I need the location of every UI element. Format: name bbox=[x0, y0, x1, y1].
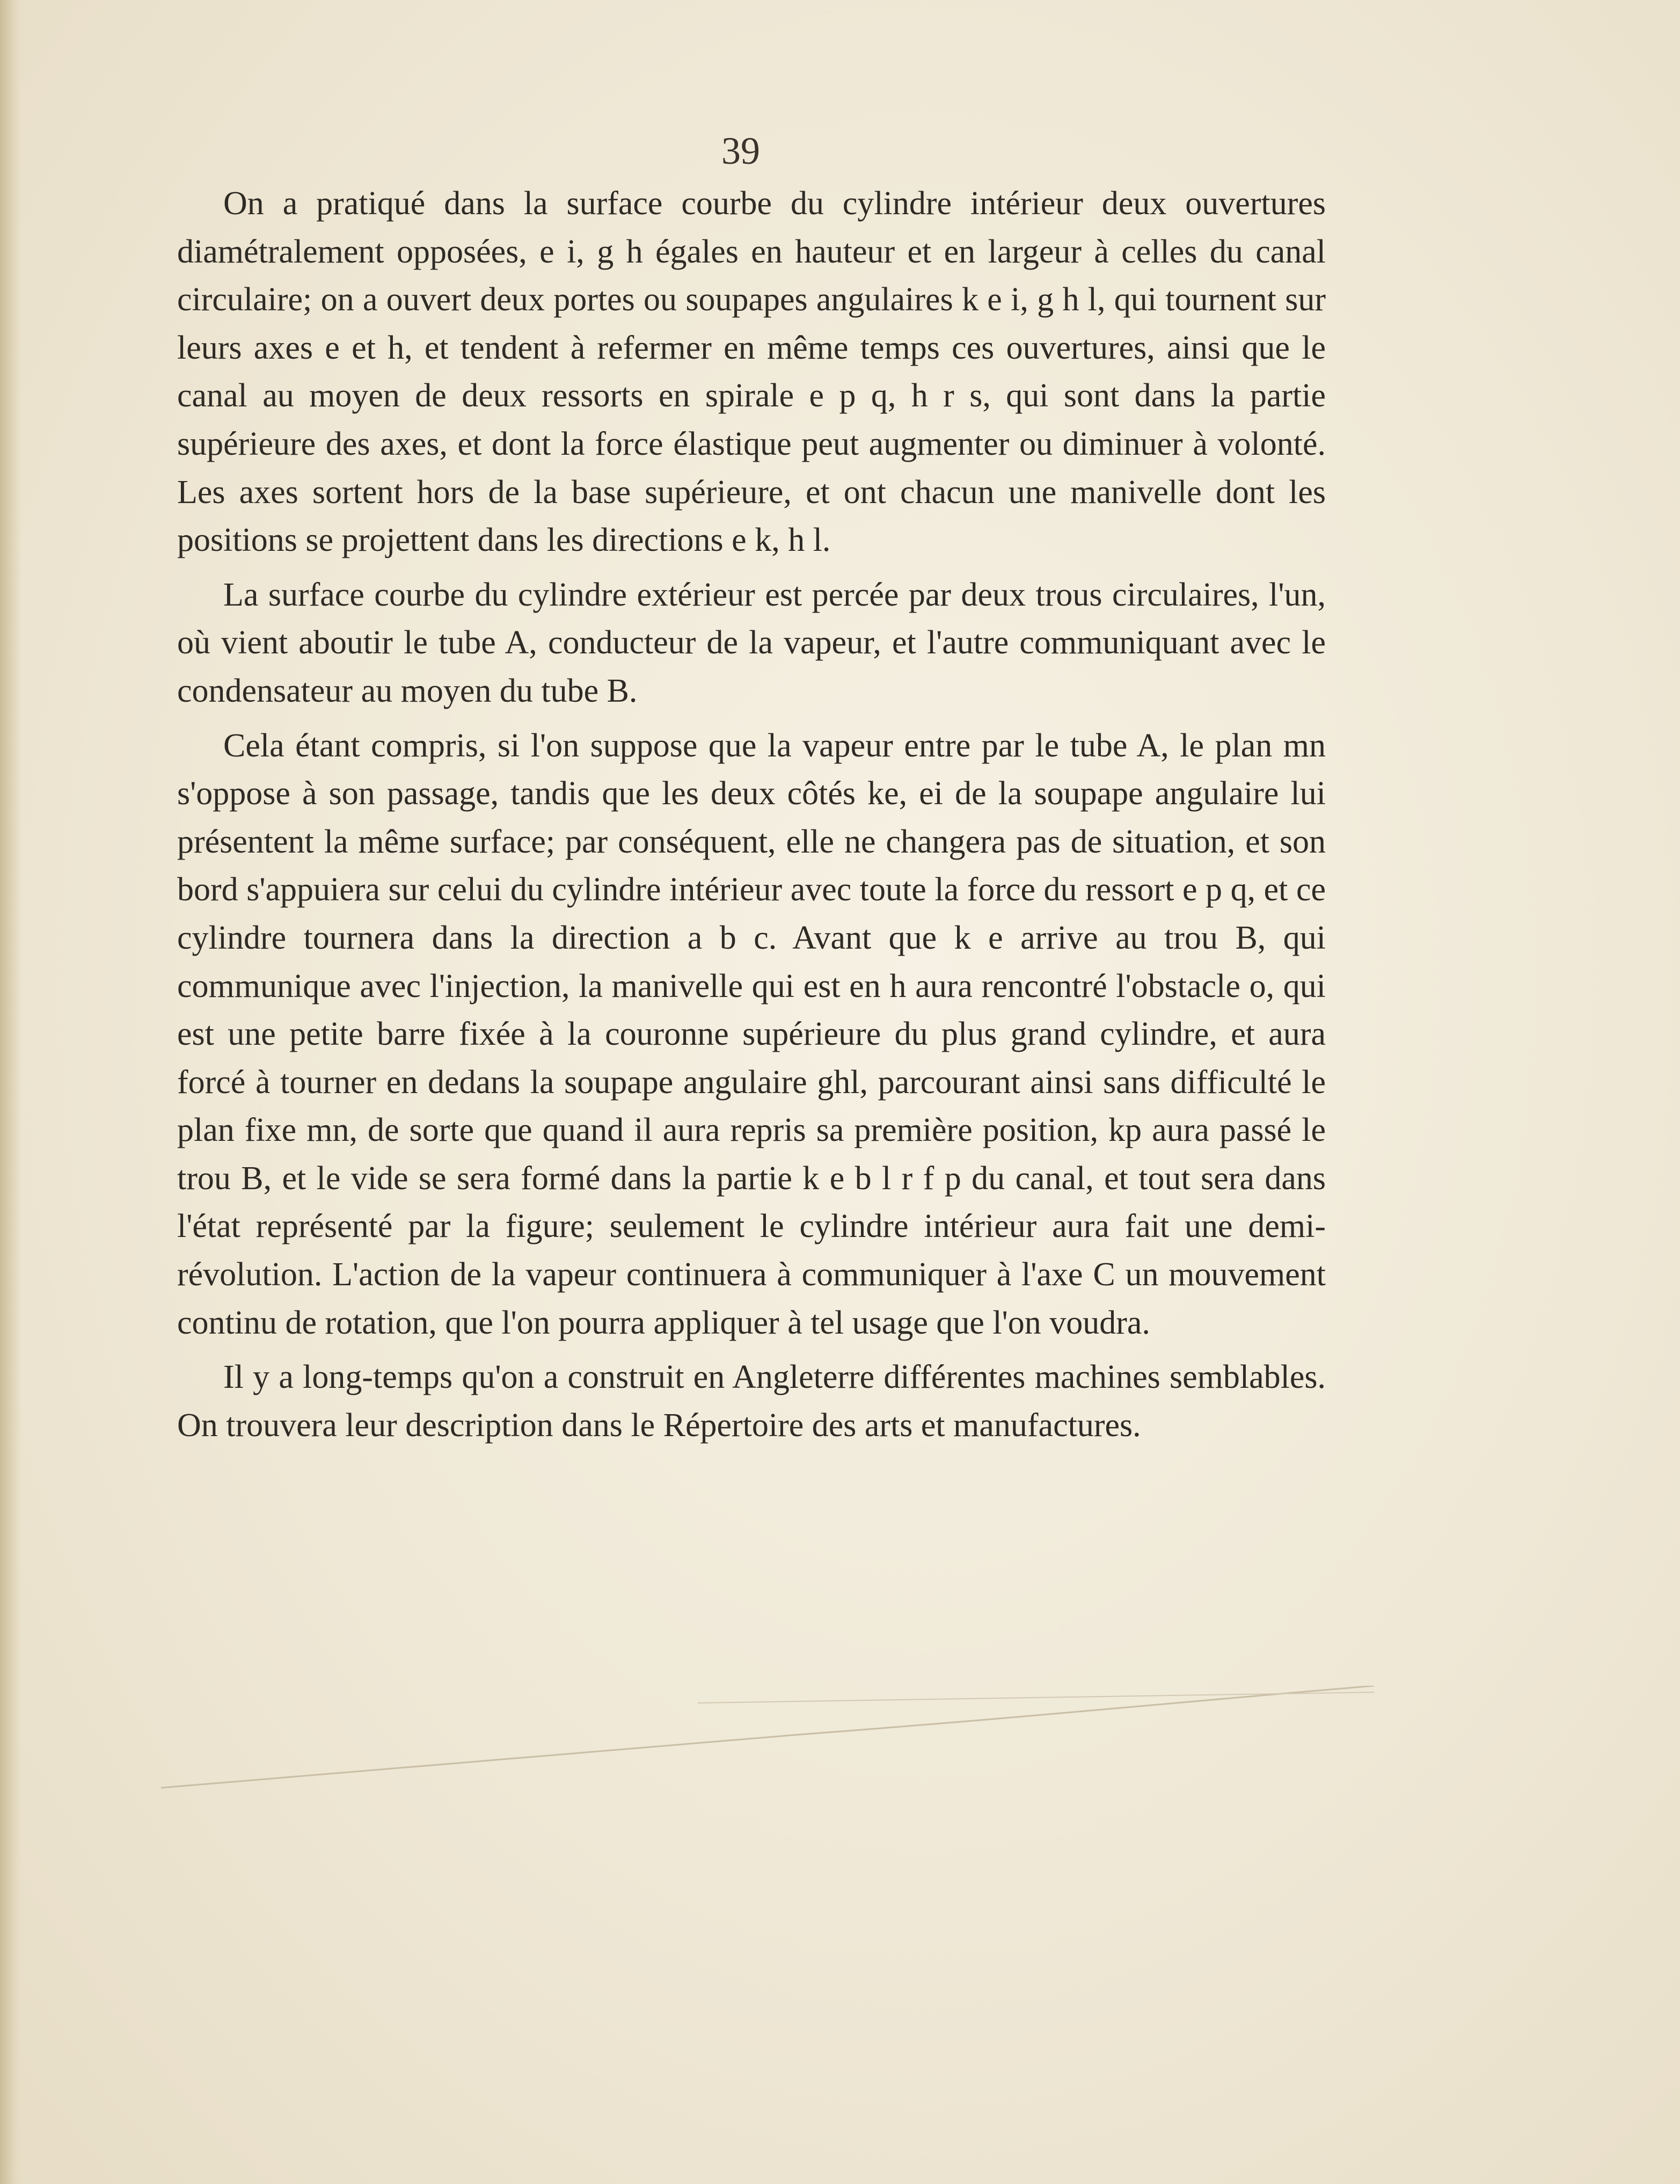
paragraph-4: Il y a long-temps qu'on a construit en Angleterre différentes machines semblables. On trouvera leur description dans le Répertoire des arts et manufactures. bbox=[177, 1359, 1326, 1444]
page-number: 39 bbox=[721, 129, 760, 172]
paragraph-3: Cela étant compris, si l'on suppose que la vapeur entre par le tube A, le plan mn s'oppose à son passage, tandis que les deux côtés ke, ei de la soupape angulaire lui présentent la même surface; par conséquent, elle ne changera pas de situation, et son bord s'appuiera sur celui du cylindre intérieur avec toute la force du ressort e p q, et ce cylindre tournera dans la direction a b c. Avant que k e arrive au trou B, qui communique avec l'injection, la manivelle qui est en h aura rencontré l'obstacle o, qui est une petite barre fixée à la couronne supérieure du plus grand cylindre, et aura forcé à tourner en dedans la soupape angulaire ghl, parcourant ainsi sans difficulté le plan fixe mn, de sorte que quand il aura repris sa première position, kp aura passé le trou B, et le vide se sera formé dans la partie k e b l r f p du canal, et tout sera dans l'état représenté par la figure; seulement le cylindre intérieur aura fait une demi-révolution. L'action de la vapeur continuera à communiquer à l'axe C un mouvement continu de rotation, que l'on pourra appliquer à tel usage que l'on voudra. bbox=[177, 727, 1326, 1341]
body-text bbox=[177, 180, 1326, 1450]
paragraph-1: On a pratiqué dans la surface courbe du cylindre intérieur deux ouvertures diamétralement opposées, e i, g h égales en hauteur et en largeur à celles du canal circulaire; on a ouvert deux portes ou soupapes angulaires k e i, g h l, qui tournent sur leurs axes e et h, et tendent à refermer en même temps ces ouvertures, ainsi que le canal au moyen de deux ressorts en spirale e p q, h r s, qui sont dans la partie supérieure des axes, et dont la force élastique peut augmenter ou diminuer à volonté. Les axes sortent hors de la base supérieure, et ont chacun une manivelle dont les positions se projettent dans les directions e k, h l. bbox=[177, 185, 1326, 559]
page-binding-edge bbox=[0, 0, 21, 2184]
paper-tear-line bbox=[161, 1686, 1374, 1793]
paragraph-2: La surface courbe du cylindre extérieur est percée par deux trous circulaires, l'un, où vient aboutir le tube A, conducteur de la vapeur, et l'autre communiquant avec le condensateur au moyen du tube B. bbox=[177, 576, 1326, 709]
